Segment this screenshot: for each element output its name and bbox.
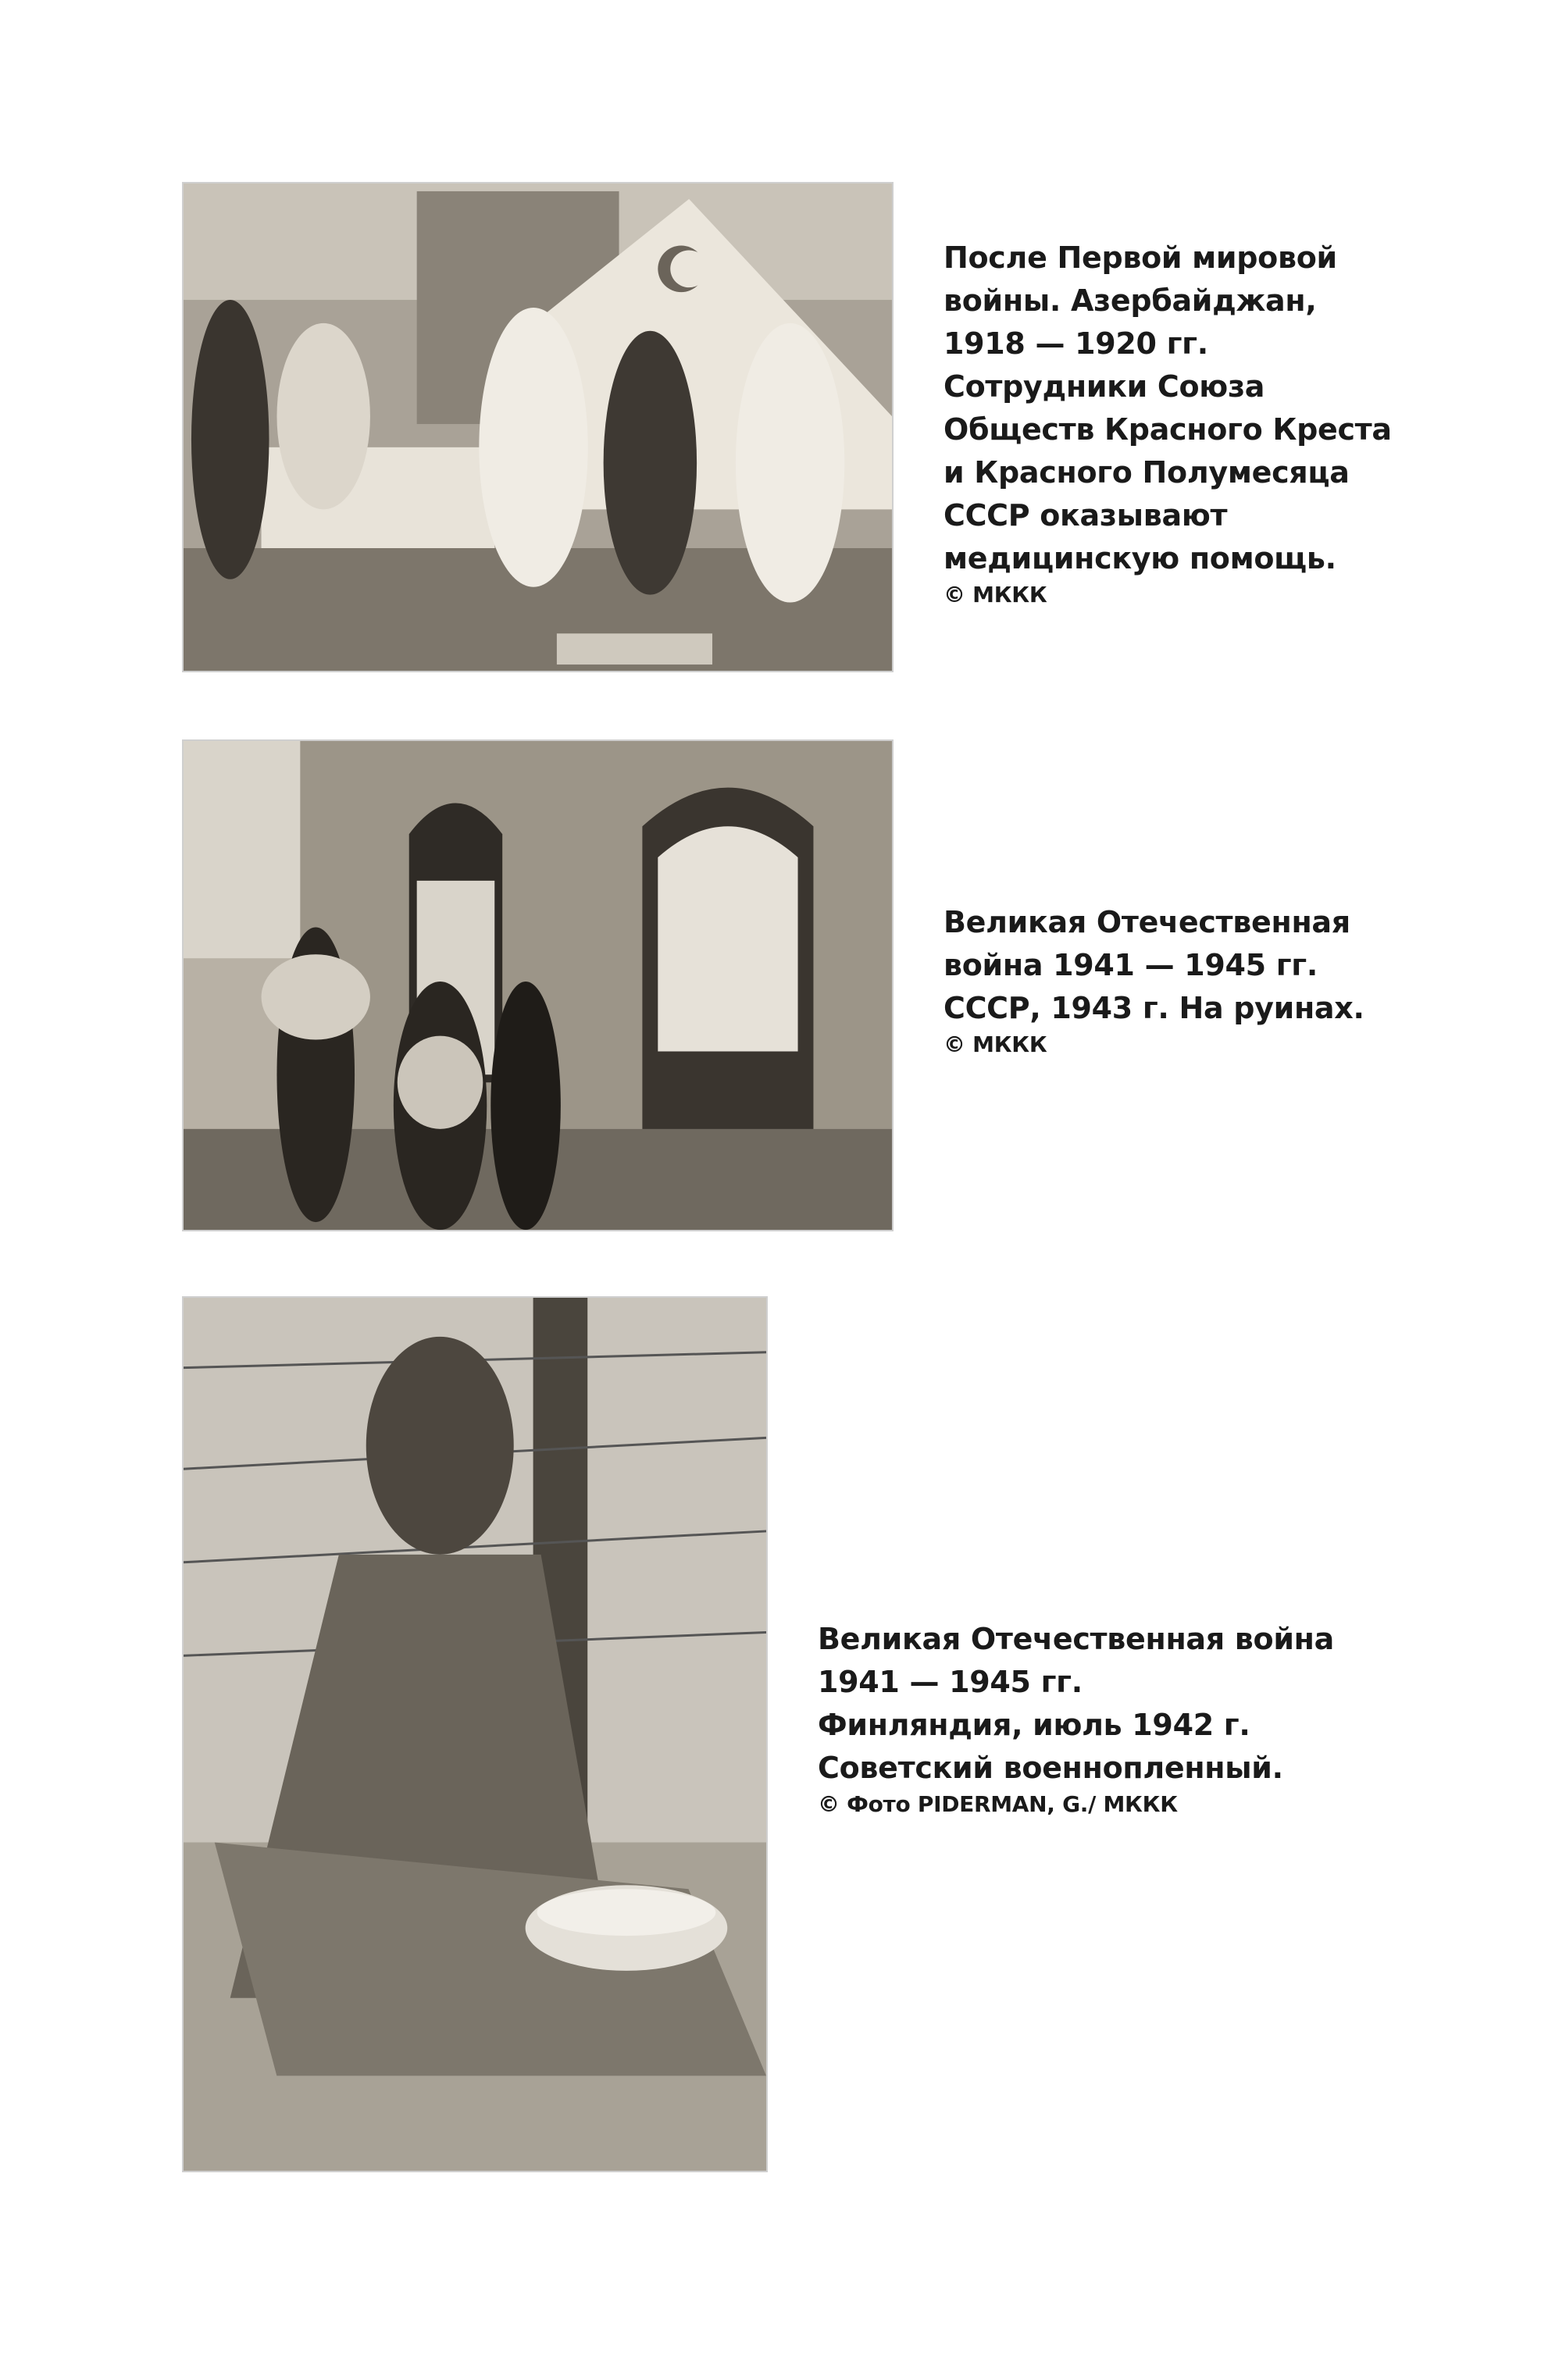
caption-prisoner-of-war <box>818 1618 1334 1819</box>
photo-credit: © МККК <box>944 1031 1047 1057</box>
caption-line: СССР, 1943 г. На руинах. <box>944 991 1364 1025</box>
caption-line: 1918 — 1920 гг. <box>944 326 1208 361</box>
caption-line: войны. Азербайджан, <box>944 283 1317 318</box>
photo-medical-aid-image <box>184 183 892 671</box>
caption-line: Обществ Красного Креста <box>944 412 1392 447</box>
photo-prisoner-of-war-image <box>184 1298 766 2171</box>
photo-prisoner-of-war <box>182 1296 768 2172</box>
caption-line: медицинскую помощь. <box>944 541 1336 575</box>
caption-line: война 1941 — 1945 гг. <box>944 948 1318 982</box>
caption-line: После Первой мировой <box>944 240 1337 275</box>
caption-ruins <box>944 901 1364 1060</box>
photo-ruins <box>182 739 894 1231</box>
caption-line: Советский военнопленный. <box>818 1751 1283 1785</box>
caption-line: 1941 — 1945 гг. <box>818 1665 1083 1699</box>
caption-line: и Красного Полумесяца <box>944 455 1350 490</box>
photo-medical-aid <box>182 182 894 672</box>
photo-credit: © Фото PIDERMAN, G./ МККК <box>818 1791 1178 1817</box>
photo-ruins-image <box>184 741 892 1230</box>
photo-credit: © МККК <box>944 582 1047 607</box>
caption-line: Финляндия, июль 1942 г. <box>818 1708 1250 1742</box>
caption-line: СССР оказывают <box>944 498 1228 533</box>
caption-line: Великая Отечественная война <box>818 1622 1334 1656</box>
caption-medical-aid <box>944 237 1392 610</box>
caption-line: Великая Отечественная <box>944 905 1350 939</box>
caption-line: Сотрудники Союза <box>944 369 1265 404</box>
